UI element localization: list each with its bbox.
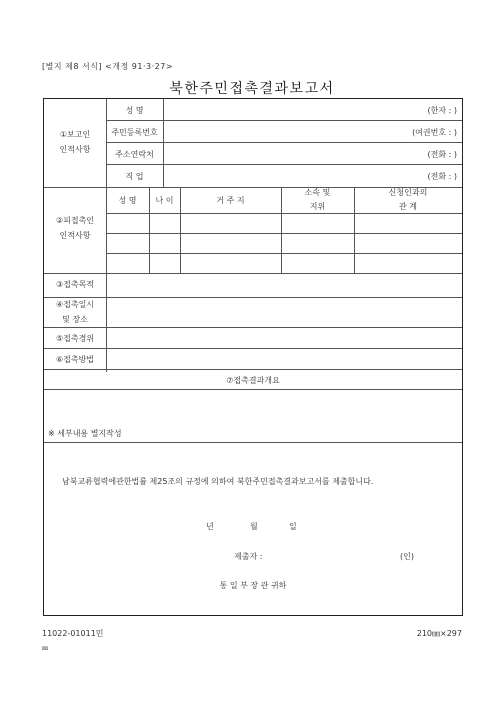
unit-label: ㎜ bbox=[42, 645, 49, 652]
reporter-value-divider bbox=[163, 99, 164, 187]
col-header-name: 성 명 bbox=[118, 196, 137, 205]
form-number: [별지 제8 서식] <개정 91·3·27> bbox=[42, 62, 174, 71]
purpose-label: ③접촉목적 bbox=[55, 280, 95, 289]
section-line bbox=[44, 442, 462, 443]
col-header-affiliation: 지위 bbox=[309, 202, 326, 211]
row-line bbox=[106, 233, 462, 234]
col-header-age: 나 이 bbox=[155, 196, 174, 205]
col-header-relation: 신청인과의 bbox=[388, 188, 428, 197]
col-header-affiliation: 소속 및 bbox=[304, 188, 331, 197]
seal-mark: (인) bbox=[400, 552, 414, 561]
paper-size: 210㎜×297 bbox=[416, 629, 462, 638]
col-header-relation: 관 계 bbox=[399, 202, 417, 211]
reporter-section-label: ①보고인 bbox=[59, 130, 91, 139]
row-line bbox=[44, 348, 462, 349]
row-line bbox=[106, 142, 462, 143]
contact-section-label: 인적사항 bbox=[59, 231, 91, 240]
occupation-label: 직 업 bbox=[125, 172, 144, 181]
section-line bbox=[44, 273, 462, 274]
col-line bbox=[281, 187, 282, 273]
address-label: 주소연락처 bbox=[115, 150, 154, 159]
row-line bbox=[106, 164, 462, 165]
datetime-label: ④접촉일시 bbox=[55, 300, 95, 309]
row-line bbox=[44, 369, 462, 370]
row-line bbox=[106, 213, 462, 214]
declaration-statement: 남북교류협력에관한법률 제25조의 규정에 의하여 북한주민접촉결과보고서를 제출합니다. bbox=[62, 477, 374, 486]
datetime-label: 및 장소 bbox=[62, 315, 88, 324]
month-label: 월 bbox=[250, 522, 258, 531]
resident-number-label: 주민등록번호 bbox=[111, 128, 158, 137]
note-text: ※ 세부내용 별지작성 bbox=[48, 429, 122, 438]
method-label: ⑥접촉방법 bbox=[55, 355, 95, 364]
name-field[interactable]: (한자 : ) bbox=[427, 106, 457, 115]
summary-label: ⑦접촉결과개요 bbox=[226, 376, 280, 385]
resident-number-field[interactable]: (여권번호 : ) bbox=[412, 128, 457, 137]
section-divider bbox=[106, 187, 107, 372]
address-field[interactable]: (전화 : ) bbox=[427, 150, 457, 159]
background-label: ⑤접촉경위 bbox=[55, 334, 95, 343]
occupation-field[interactable]: (전화 : ) bbox=[427, 172, 457, 181]
year-label: 년 bbox=[206, 522, 214, 531]
row-line bbox=[106, 120, 462, 121]
reporter-section-label: 인적사항 bbox=[59, 145, 91, 154]
report-form bbox=[43, 98, 463, 616]
col-line bbox=[354, 187, 355, 273]
col-header-address: 거 주 지 bbox=[216, 196, 245, 205]
row-line bbox=[44, 389, 462, 390]
form-code: 11022-01011민 bbox=[42, 629, 104, 638]
row-line bbox=[44, 297, 462, 298]
page-title: 북한주민접촉결과보고서 bbox=[169, 81, 335, 97]
addressee: 통 일 부 장 관 귀하 bbox=[219, 581, 287, 590]
submitter-label: 제출자 : bbox=[234, 552, 263, 561]
contact-section-label: ②피접촉인 bbox=[55, 216, 95, 225]
name-label: 성 명 bbox=[125, 106, 144, 115]
row-line bbox=[44, 327, 462, 328]
row-line bbox=[106, 253, 462, 254]
day-label: 일 bbox=[289, 522, 297, 531]
